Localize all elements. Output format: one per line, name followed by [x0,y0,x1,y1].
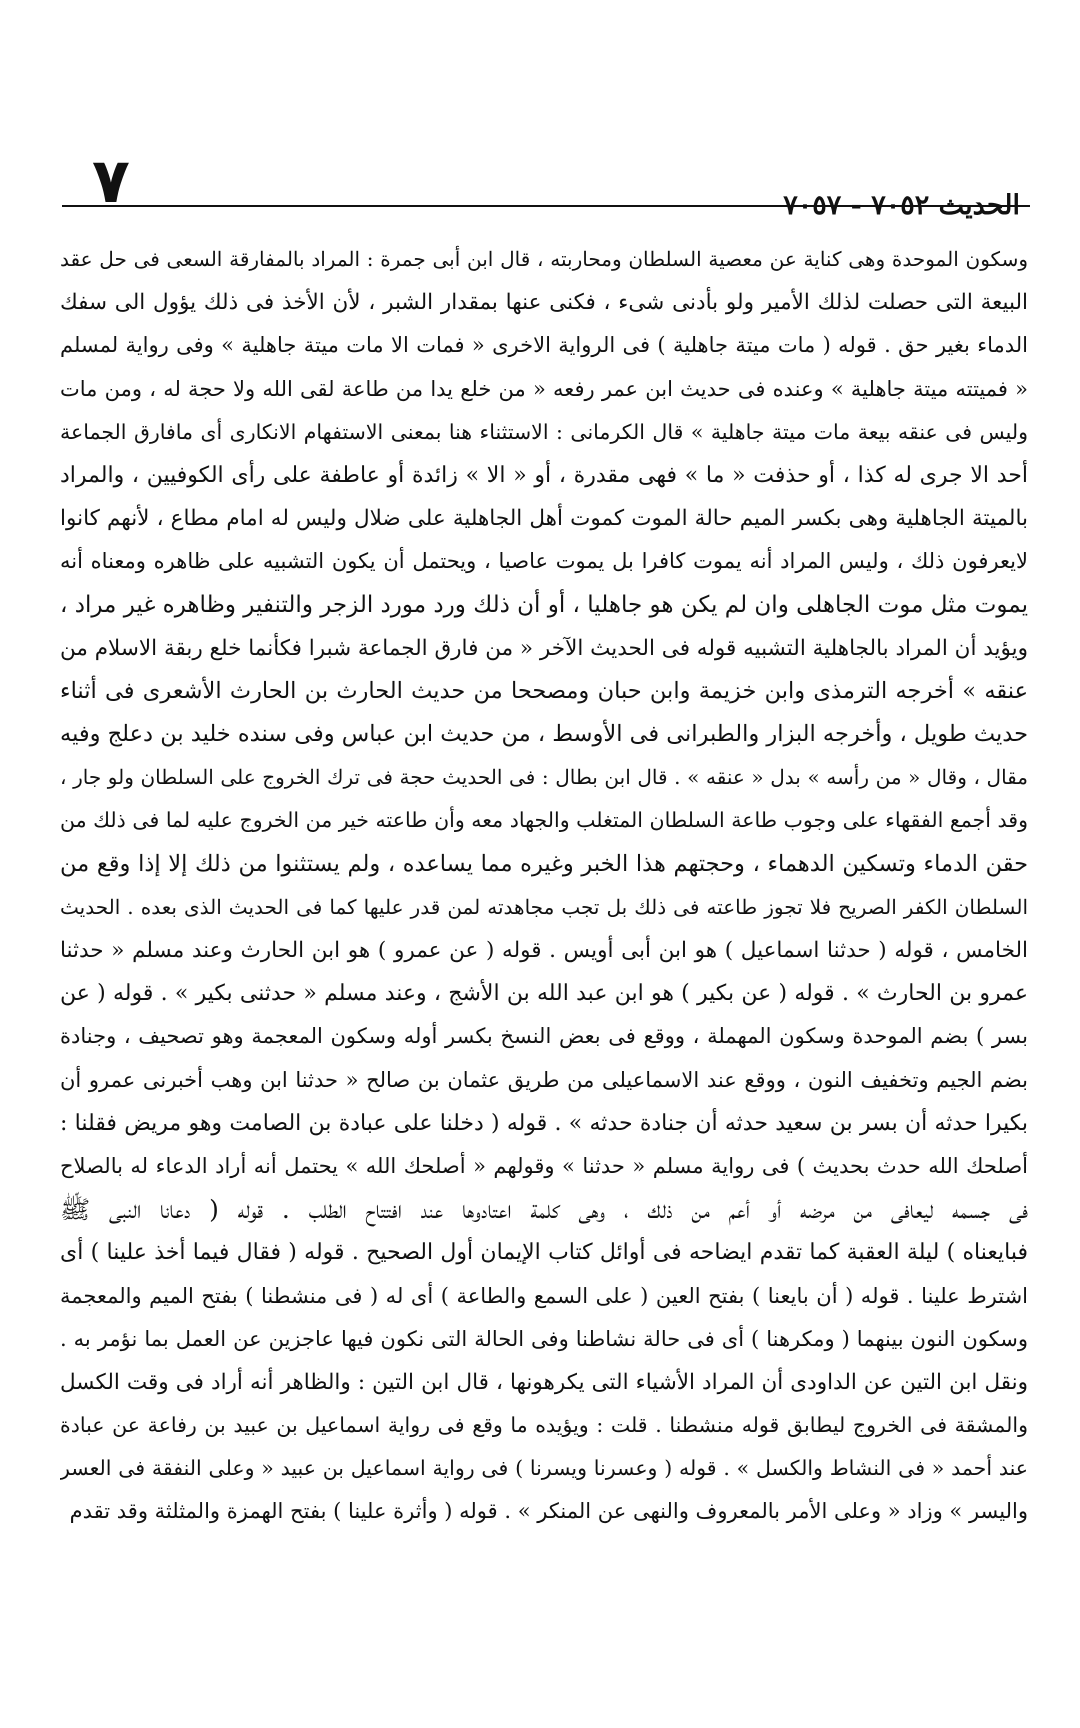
text-line: لايعرفون ذلك ، وليس المراد أنه يموت كافرا بل يموت عاصيا ، ويحتمل أن يكون التشبيه على ظاهره ومعناه أنه [60,549,1028,574]
text-line: والمشقة فى الخروج ليطابق قوله منشطنا . قلت : ويؤيده ما وقع فى رواية اسماعيل بن عبيد بن رفاعة عن عبادة [60,1413,1028,1438]
text-line: عنقه » أخرجه الترمذى وابن خزيمة وابن حبان ومصححا من حديث الحارث بن الحارث الأشعرى فى أثناء [60,677,1028,704]
commentary-text [60,238,1028,1534]
text-line: البيعة التى حصلت لذلك الأمير ولو بأدنى شىء ، فكنى عنها بمقدار الشبر ، لأن الأخذ فى ذلك يؤول الى سفك [60,290,1028,316]
text-line: عند أحمد « فى النشاط والكسل » . قوله ( وعسرنا ويسرنا ) فى رواية اسماعيل بن عبيد « وعلى النفقة فى العسر [60,1456,1028,1481]
text-line: الدماء بغير حق . قوله ( مات ميتة جاهلية ) فى الرواية الاخرى « فمات الا مات ميتة جاهلية » وفى رواية لمسلم [60,333,1028,358]
text-line: اشترط علينا . قوله ( أن بايعنا ) بفتح العين ( على السمع والطاعة ) أى له ( فى منشطنا ) بفتح الميم والمعجمة [60,1283,1028,1308]
text-line: بكيرا حدثه أن بسر بن سعيد حدثه أن جنادة حدثه » . قوله ( دخلنا على عبادة بن الصامت وهو مريض فقلنا : [60,1110,1028,1136]
text-line: ونقل ابن التين عن الداودى أن المراد الأشياء التى يكرهونها ، قال ابن التين : والظاهر أنه أراد فى وقت الكسل [60,1369,1028,1395]
text-line: السلطان الكفر الصريح فلا تجوز طاعته فى ذلك بل تجب مجاهدته لمن قدر عليها كما فى الحديث الذى بعده . الحديث [60,894,1028,919]
text-line: ويؤيد أن المراد بالجاهلية التشبيه قوله فى الحديث الآخر « من فارق الجماعة شبرا فكأنما خلع ربقة الاسلام من [60,635,1028,661]
text-line: فى جسمه ليعافى من مرضه أو أعم من ذلك ، وهى كلمة اعتادوها عند افتتاح الطلب . قوله ( دعانا النبى ﷺ [60,1195,1028,1225]
text-line: وليس فى عنقه بيعة مات ميتة جاهلية » قال الكرمانى : الاستثناء هنا بمعنى الاستفهام الانكارى أى مافارق الجماعة [60,419,1028,444]
text-line: بالميتة الجاهلية وهى بكسر الميم حالة الموت كموت أهل الجاهلية على ضلال وليس له امام مطاع ، لأنهم كانوا [60,506,1028,532]
text-line: « فميتته ميتة جاهلية » وعنده فى حديث ابن عمر رفعه « من خلع يدا من طاعة لقى الله ولا حجة له ، ومن مات [60,376,1028,401]
header-rule [62,205,1030,207]
text-line: يموت مثل موت الجاهلى وان لم يكن هو جاهليا ، أو أن ذلك ورد مورد الزجر والتنفير وظاهره غير مراد ، [60,591,1028,618]
page-number: ٧ [92,144,130,217]
text-line: فبايعناه ) ليلة العقبة كما تقدم ايضاحه فى أوائل كتاب الإيمان أول الصحيح . قوله ( فقال فيما أخذ علينا ) أى [60,1240,1028,1266]
text-line: وسكون النون بينهما ( ومكرهنا ) أى فى حالة نشاطنا وفى الحالة التى نكون فيها عاجزين عن العمل بما نؤمر به . [60,1326,1028,1351]
text-line: حقن الدماء وتسكين الدهماء ، وحجتهم هذا الخبر وغيره مما يساعده ، ولم يستثنوا من ذلك إلا إذا وقع من [60,850,1028,877]
text-line: وقد أجمع الفقهاء على وجوب طاعة السلطان المتغلب والجهاد معه وأن طاعته خير من الخروج عليه لما فى ذلك من [60,808,1028,833]
text-line: أصلحك الله حدث بحديث ) فى رواية مسلم « حدثنا » وقولهم « أصلحك الله » يحتمل أنه أراد الدعاء له بالصلاح [60,1153,1028,1178]
text-line: أحد الا جرى له كذا ، أو حذفت « ما » فهى مقدرة ، أو « الا » زائدة أو عاطفة على رأى الكوفيين ، والمراد [60,462,1028,488]
text-line: عمرو بن الحارث » . قوله ( عن بكير ) هو ابن عبد الله بن الأشج ، وعند مسلم « حدثنى بكير » . قوله ( عن [60,981,1028,1007]
text-line: الخامس ، قوله ( حدثنا اسماعيل ) هو ابن أبى أويس . قوله ( عن عمرو ) هو ابن الحارث وعند مسلم « حدثنا [60,938,1028,963]
text-line: مقال ، وقال « من رأسه » بدل « عنقه » . قال ابن بطال : فى الحديث حجة فى ترك الخروج على السلطان ولو جار ، [60,765,1028,790]
text-line: واليسر » وزاد « وعلى الأمر بالمعروف والنهى عن المنكر » . قوله ( وأثرة علينا ) بفتح الهمزة والمثلثة وقد تقدم [69,1499,1028,1524]
running-header: الحديث ٧٠٥٢ - ٧٠٥٧ [783,190,1020,221]
text-line: حديث طويل ، وأخرجه البزار والطبرانى فى الأوسط ، من حديث ابن عباس وفى سنده خليد بن دعلج وفيه [60,721,1028,748]
text-line: بسر ) بضم الموحدة وسكون المهملة ، ووقع فى بعض النسخ بكسر أوله وسكون المعجمة وهو تصحيف ، وجنادة [60,1024,1028,1049]
text-line: بضم الجيم وتخفيف النون ، ووقع عند الاسماعيلى من طريق عثمان بن صالح « حدثنا ابن وهب أخبرنى عمرو أن [60,1067,1028,1092]
text-line: وسكون الموحدة وهى كناية عن معصية السلطان ومحاربته ، قال ابن أبى جمرة : المراد بالمفارقة السعى فى حل عقد [60,247,1028,271]
